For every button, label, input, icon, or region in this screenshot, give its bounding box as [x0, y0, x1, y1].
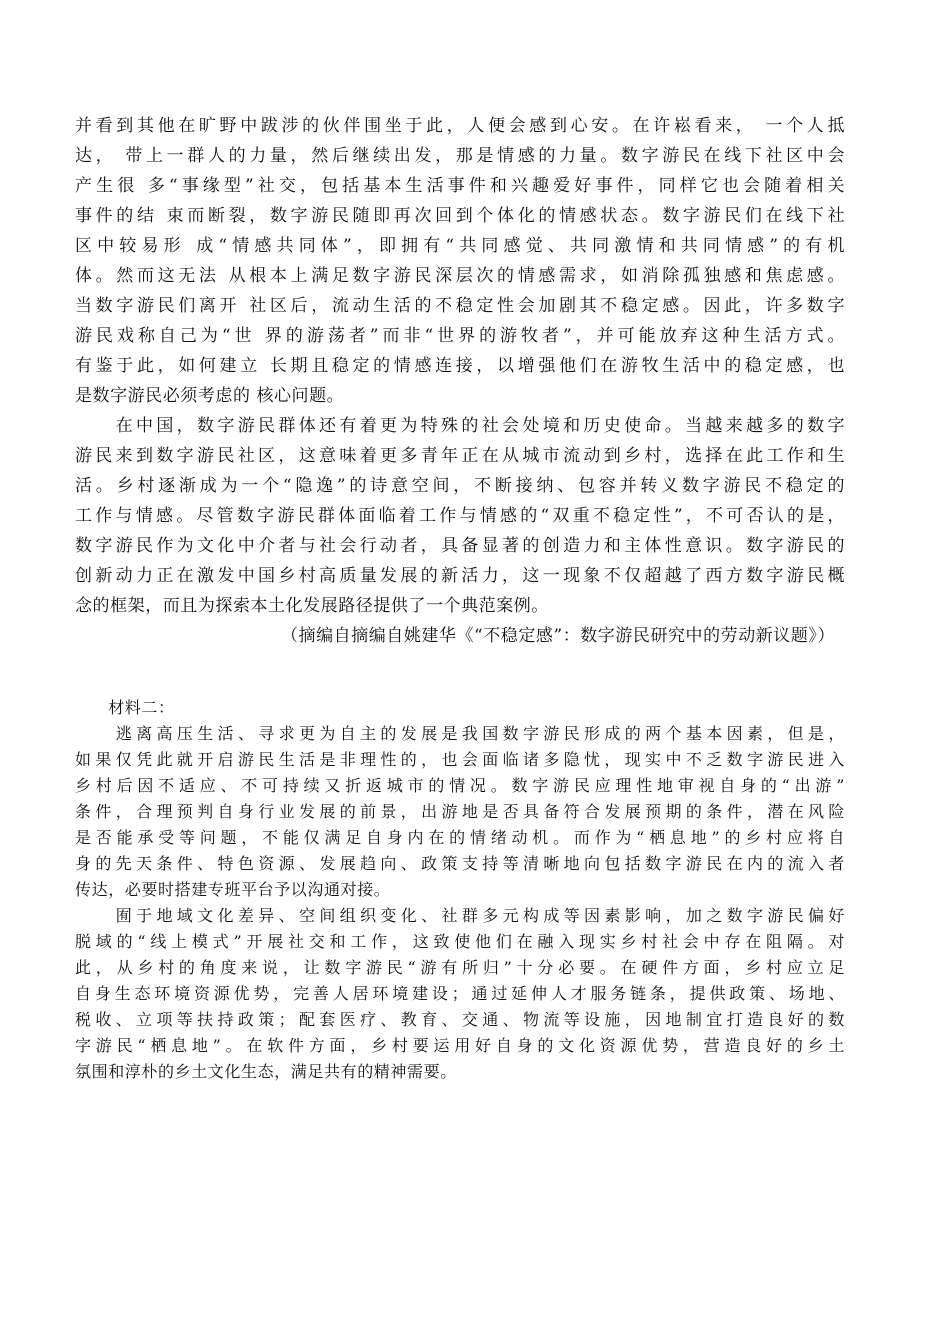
source-citation: （摘编自摘编自姚建华《“不稳定感”：数字游民研究中的劳动新议题》）: [280, 626, 835, 646]
paragraph-line: 身的先天条件、特色资源、发展趋向、政策支持等清晰地向包括数字游民在内的流入者: [75, 854, 845, 873]
paragraph-line: 此，从乡村的角度来说，让数字游民“游有所归”十分必要。在硬件方面，乡村应立足: [75, 958, 845, 977]
paragraph-line: 在中国，数字游民群体还有着更为特殊的社会处境和历史使命。当越来越多的数字: [75, 416, 845, 436]
paragraph-line: 字游民“栖息地”。在软件方面，乡村要运用好自身的文化资源优势，营造良好的乡土: [75, 1036, 845, 1055]
paragraph-line: 游民来到数字游民社区，这意味着更多青年正在从城市流动到乡村，选择在此工作和生: [75, 446, 845, 466]
paragraph-line: 念的框架，而且为探索本土化发展路径提供了一个典范案例。: [75, 596, 549, 616]
paragraph-line: 工作与情感。尽管数字游民群体面临着工作与情感的“双重不稳定性”，不可否认的是，: [75, 506, 845, 526]
paragraph-line: 囿于地域文化差异、空间组织变化、社群多元构成等因素影响，加之数字游民偏好: [75, 906, 845, 925]
paragraph-line: 传达，必要时搭建专班平台予以沟通对接。: [75, 880, 391, 899]
paragraph-line: 活。乡村逐渐成为一个“隐逸”的诗意空间，不断接纳、包容并转义数字游民不稳定的: [75, 476, 845, 496]
section-heading: 材料二：: [75, 698, 175, 717]
paragraph-line: 税收、立项等扶持政策；配套医疗、教育、交通、物流等设施，因地制宜打造良好的数: [75, 1010, 845, 1029]
paragraph-line: 有鉴于此，如何建立 长期且稳定的情感连接，以增强他们在游牧生活中的稳定感，也: [75, 356, 845, 376]
paragraph-line: 条件，合理预判自身行业发展的前景，出游地是否具备符合发展预期的条件，潜在风险: [75, 802, 845, 821]
paragraph-line: 事件的结 束而断裂，数字游民随即再次回到个体化的情感状态。数字游民们在线下社: [75, 206, 845, 226]
paragraph-line: 区中较易形 成“情感共同体”，即拥有“共同感觉、共同激情和共同情感”的有机: [75, 236, 845, 256]
paragraph-line: 是否能承受等问题，不能仅满足自身内在的情绪动机。而作为“栖息地”的乡村应将自: [75, 828, 845, 847]
paragraph-line: 当数字游民们离开 社区后，流动生活的不稳定性会加剧其不稳定感。因此，许多数字: [75, 296, 845, 316]
paragraph-line: 达， 带上一群人的力量，然后继续出发，那是情感的力量。数字游民在线下社区中会: [75, 146, 845, 166]
paragraph-line: 游民戏称自己为“世 界的游荡者”而非“世界的游牧者”，并可能放弃这种生活方式。: [75, 326, 845, 346]
paragraph-line: 创新动力正在激发中国乡村高质量发展的新活力，这一现象不仅超越了西方数字游民概: [75, 566, 845, 586]
paragraph-line: 如果仅凭此就开启游民生活是非理性的，也会面临诸多隐忧，现实中不乏数字游民进入: [75, 750, 845, 769]
paragraph-line: 逃离高压生活、寻求更为自主的发展是我国数字游民形成的两个基本因素，但是，: [75, 724, 845, 743]
paragraph-line: 自身生态环境资源优势，完善人居环境建设；通过延伸人才服务链条，提供政策、场地、: [75, 984, 845, 1003]
paragraph-line: 产生很 多“事缘型”社交，包括基本生活事件和兴趣爱好事件，同样它也会随着相关: [75, 176, 845, 196]
paragraph-line: 体。然而这无法 从根本上满足数字游民深层次的情感需求，如消除孤独感和焦虑感。: [75, 266, 845, 286]
paragraph-line: 并看到其他在旷野中跋涉的伙伴围坐于此，人便会感到心安。在许崧看来， 一个人抵: [75, 116, 845, 136]
paragraph-line: 脱域的“线上模式”开展社交和工作，这致使他们在融入现实乡村社会中存在阻隔。对: [75, 932, 845, 951]
paragraph-line: 是数字游民必须考虑的 核心问题。: [75, 386, 345, 406]
paragraph-line: 乡村后因不适应、不可持续又折返城市的情况。数字游民应理性地审视自身的“出游”: [75, 776, 845, 795]
paragraph-line: 氛围和淳朴的乡土文化生态，满足共有的精神需要。: [75, 1062, 457, 1081]
paragraph-line: 数字游民作为文化中介者与社会行动者，具备显著的创造力和主体性意识。数字游民的: [75, 536, 845, 556]
